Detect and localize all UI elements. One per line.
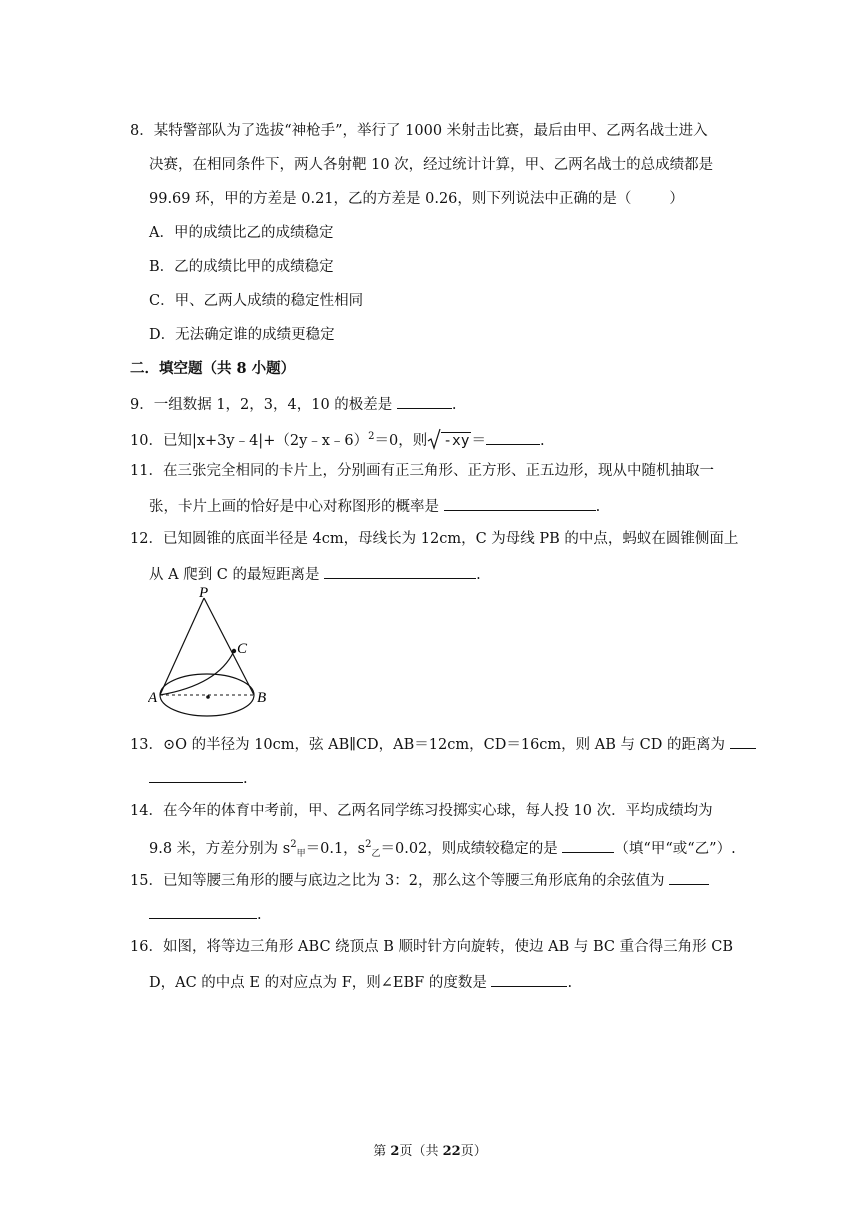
q10-end: . xyxy=(539,433,545,449)
q8-option-d: D．无法确定谁的成绩更稳定 xyxy=(149,327,335,343)
q15-end: . xyxy=(257,907,262,923)
total-pages: 22 xyxy=(442,1144,461,1159)
sqrt-expression xyxy=(427,432,471,450)
q14-text-c: （填“甲“或“乙”）. xyxy=(614,841,736,857)
q14-sub-a: 甲 xyxy=(296,849,306,859)
q14-line2: 9.8 米，方差分别为 $s^2_甲=0.1$，$s^2_乙=0.02$，则成绩较稳定的是 （填“甲“或“乙”）. xyxy=(149,839,736,859)
q8-line3-text: 99.69 环，甲的方差是 0.21，乙的方差是 0.26，则下列说法中正确的是（ xyxy=(149,191,632,207)
q11-line2 xyxy=(149,496,600,516)
label-c: C xyxy=(237,641,248,657)
q10-sup: 2 xyxy=(368,431,375,442)
q9 xyxy=(130,394,457,414)
footer-suffix: 页） xyxy=(460,1144,487,1159)
q14-line1: 14．在今年的体育中考前，甲、乙两名同学练习投掷实心球，每人投 10 次．平均成绩均为 xyxy=(130,803,713,819)
q10-text-b: ＝0，则 xyxy=(374,433,428,449)
q11-line2-text: 张，卡片上画的恰好是中心对称图形的概率是 xyxy=(149,499,444,515)
q13-text: 13．⊙O 的半径为 10cm，弦 AB∥CD，AB＝12cm，CD＝16cm，则 AB 与 CD 的距离为 xyxy=(130,737,730,753)
q12-line2 xyxy=(149,564,481,584)
q13-line2 xyxy=(149,768,248,788)
q12-line1: 12．已知圆锥的底面半径是 4cm，母线长为 12cm，C 为母线 PB 的中点，蚂蚁在圆锥侧面上 xyxy=(130,531,739,547)
q8-option-b: B．乙的成绩比甲的成绩稳定 xyxy=(149,259,334,275)
label-p: P xyxy=(199,585,209,601)
q9-end: . xyxy=(451,397,457,413)
answer-blank xyxy=(149,768,243,783)
q14-text-a: 9.8 米，方差分别为 s xyxy=(149,841,291,857)
q16-line1: 16．如图，将等边三角形 ABC 绕顶点 B 顺时针方向旋转，使边 AB 与 BC 重合得三角形 CB xyxy=(130,939,733,955)
q14-text-b: ＝0.02，则成绩较稳定的是 xyxy=(380,841,563,857)
page-number: 2 xyxy=(390,1144,400,1159)
footer-mid: 页（共 xyxy=(399,1144,443,1159)
answer-blank xyxy=(491,972,567,987)
q10-text-c: ＝ xyxy=(471,433,486,449)
q8-line3 xyxy=(149,190,684,208)
q11-line1: 11．在三张完全相同的卡片上，分别画有正三角形、正方形、正五边形，现从中随机抽取一 xyxy=(130,463,714,479)
q16-end: . xyxy=(567,975,573,991)
q8-option-c: C．甲、乙两人成绩的稳定性相同 xyxy=(149,293,364,309)
answer-blank xyxy=(486,430,540,445)
q8-line1: 8．某特警部队为了选拔“神枪手”，举行了 1000 米射击比赛，最后由甲、乙两名战士进入 xyxy=(130,123,708,139)
q11-end: . xyxy=(595,499,601,515)
q13-line1 xyxy=(130,734,756,754)
answer-blank xyxy=(149,904,257,919)
answer-blank xyxy=(324,564,476,579)
q8-line3-end: ） xyxy=(669,191,684,207)
q14-sub-b: 乙 xyxy=(371,849,381,859)
q13-end: . xyxy=(243,771,248,787)
q12-end: . xyxy=(476,567,481,583)
answer-blank xyxy=(669,870,709,885)
footer-prefix: 第 xyxy=(373,1144,391,1159)
q10 xyxy=(130,428,545,450)
answer-blank xyxy=(444,496,596,511)
q12-line2-text: 从 A 爬到 C 的最短距离是 xyxy=(149,567,325,583)
answer-blank xyxy=(397,394,452,409)
cone-figure xyxy=(148,585,278,725)
answer-blank xyxy=(730,734,756,749)
q9-text: 9．一组数据 1，2，3，4，10 的极差是 xyxy=(130,397,397,413)
answer-blank xyxy=(562,838,614,853)
q16-line2-text: D，AC 的中点 E 的对应点为 F，则∠EBF 的度数是 xyxy=(149,975,492,991)
q15-line2 xyxy=(149,904,262,924)
label-a: A xyxy=(148,690,158,706)
q10-text-a: 10．已知|x+3y﹣4|+（2y﹣x﹣6） xyxy=(130,433,369,449)
label-b: B xyxy=(257,690,267,706)
q15-text: 15．已知等腰三角形的腰与底边之比为 3：2，那么这个等腰三角形底角的余弦值为 xyxy=(130,873,670,889)
q8-option-a: A．甲的成绩比乙的成绩稳定 xyxy=(149,225,334,241)
q15-line1 xyxy=(130,870,709,890)
q10-radicand: -xy xyxy=(443,433,470,449)
page-footer xyxy=(0,1140,860,1159)
q8-line2: 决赛，在相同条件下，两人各射靶 10 次，经过统计计算，甲、乙两名战士的总成绩都是 xyxy=(149,157,714,173)
q16-line2 xyxy=(149,972,572,992)
section-heading: 二．填空题（共 8 小题） xyxy=(130,360,296,377)
q14-val-a: ＝0.1，s xyxy=(305,841,366,857)
